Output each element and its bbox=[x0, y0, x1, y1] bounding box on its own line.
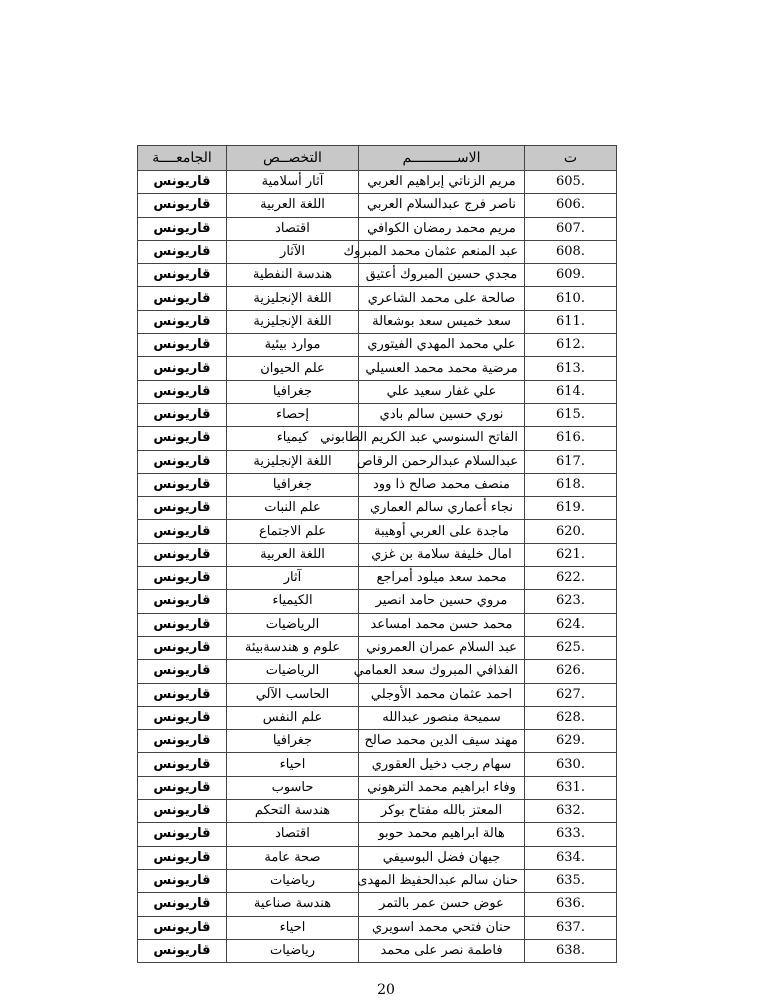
row-number: 620. bbox=[525, 520, 617, 543]
row-number: 629. bbox=[525, 730, 617, 753]
row-name: محمد حسن محمد امساعد bbox=[359, 613, 525, 636]
row-university: قاريونس bbox=[138, 869, 227, 892]
row-university: قاريونس bbox=[138, 846, 227, 869]
row-number: 634. bbox=[525, 846, 617, 869]
table-row bbox=[138, 287, 617, 310]
row-number: 623. bbox=[525, 590, 617, 613]
row-major: علم الحيوان bbox=[227, 357, 359, 380]
row-major: جغرافيا bbox=[227, 473, 359, 496]
table-row bbox=[138, 613, 617, 636]
row-name: نوري حسين سالم بادي bbox=[359, 403, 525, 426]
row-number: 615. bbox=[525, 403, 617, 426]
row-name: عبد المنعم عثمان محمد المبروك bbox=[359, 240, 525, 263]
row-major: موارد بيئية bbox=[227, 334, 359, 357]
row-major: اللغة العربية bbox=[227, 194, 359, 217]
table-header bbox=[138, 146, 617, 171]
row-university: قاريونس bbox=[138, 939, 227, 962]
table-row bbox=[138, 776, 617, 799]
row-university: قاريونس bbox=[138, 497, 227, 520]
row-university: قاريونس bbox=[138, 543, 227, 566]
row-number: 619. bbox=[525, 497, 617, 520]
header-name: الاســـــــــــم bbox=[359, 146, 525, 171]
table-row bbox=[138, 310, 617, 333]
row-number: 633. bbox=[525, 823, 617, 846]
row-name: احمد عثمان محمد الأوجلي bbox=[359, 683, 525, 706]
row-major: اللغة العربية bbox=[227, 543, 359, 566]
row-major: هندسة التحكم bbox=[227, 800, 359, 823]
row-name: ناصر فرج عبدالسلام العربي bbox=[359, 194, 525, 217]
table-row bbox=[138, 194, 617, 217]
table-row bbox=[138, 543, 617, 566]
row-major: حاسوب bbox=[227, 776, 359, 799]
row-name: علي غفار سعيد علي bbox=[359, 380, 525, 403]
row-university: قاريونس bbox=[138, 706, 227, 729]
row-name: محمد سعد ميلود أمراجع bbox=[359, 567, 525, 590]
row-university: قاريونس bbox=[138, 380, 227, 403]
row-university: قاريونس bbox=[138, 683, 227, 706]
row-university: قاريونس bbox=[138, 403, 227, 426]
row-number: 631. bbox=[525, 776, 617, 799]
table-row bbox=[138, 869, 617, 892]
row-name: حنان فتحي محمد اسويري bbox=[359, 916, 525, 939]
header-number: ت bbox=[525, 146, 617, 171]
row-university: قاريونس bbox=[138, 310, 227, 333]
row-university: قاريونس bbox=[138, 916, 227, 939]
row-name: مهند سيف الدين محمد صالح bbox=[359, 730, 525, 753]
row-major: الآثار bbox=[227, 240, 359, 263]
row-name: مروي حسين حامد انصير bbox=[359, 590, 525, 613]
row-number: 613. bbox=[525, 357, 617, 380]
table-row bbox=[138, 753, 617, 776]
table-row bbox=[138, 636, 617, 659]
table-row bbox=[138, 520, 617, 543]
row-name: علي محمد المهدي الفيتوري bbox=[359, 334, 525, 357]
row-name: نجاء أعماري سالم العماري bbox=[359, 497, 525, 520]
row-major: اللغة الإنجليزية bbox=[227, 310, 359, 333]
row-number: 636. bbox=[525, 893, 617, 916]
row-university: قاريونس bbox=[138, 800, 227, 823]
header-university: الجامعــــة bbox=[138, 146, 227, 171]
row-university: قاريونس bbox=[138, 893, 227, 916]
row-university: قاريونس bbox=[138, 776, 227, 799]
row-university: قاريونس bbox=[138, 287, 227, 310]
row-major: جغرافيا bbox=[227, 380, 359, 403]
row-university: قاريونس bbox=[138, 636, 227, 659]
table-row bbox=[138, 473, 617, 496]
row-university: قاريونس bbox=[138, 613, 227, 636]
row-name: ماجدة على العربي أوهيبة bbox=[359, 520, 525, 543]
row-number: 618. bbox=[525, 473, 617, 496]
row-university: قاريونس bbox=[138, 520, 227, 543]
row-name: مريم الزناتي إبراهيم العربي bbox=[359, 171, 525, 194]
row-major: آثار bbox=[227, 567, 359, 590]
row-university: قاريونس bbox=[138, 590, 227, 613]
row-name: الفذافي المبروك سعد العمامي bbox=[359, 660, 525, 683]
table-row bbox=[138, 590, 617, 613]
table-row bbox=[138, 706, 617, 729]
row-name: سعد خميس سعد بوشعالة bbox=[359, 310, 525, 333]
table-row bbox=[138, 450, 617, 473]
table-row bbox=[138, 403, 617, 426]
table-row bbox=[138, 823, 617, 846]
row-number: 626. bbox=[525, 660, 617, 683]
row-major: الحاسب الآلي bbox=[227, 683, 359, 706]
row-name: صالحة على محمد الشاعري bbox=[359, 287, 525, 310]
row-name: الفاتح السنوسي عبد الكريم الطابوني bbox=[359, 427, 525, 450]
table-row bbox=[138, 800, 617, 823]
row-university: قاريونس bbox=[138, 427, 227, 450]
row-number: 628. bbox=[525, 706, 617, 729]
row-number: 638. bbox=[525, 939, 617, 962]
row-number: 614. bbox=[525, 380, 617, 403]
row-number: 635. bbox=[525, 869, 617, 892]
row-number: 605. bbox=[525, 171, 617, 194]
header-row bbox=[138, 146, 617, 171]
row-university: قاريونس bbox=[138, 240, 227, 263]
table-row bbox=[138, 567, 617, 590]
row-name: جيهان فضل البوسيفي bbox=[359, 846, 525, 869]
row-name: عبد السلام عمران العمروني bbox=[359, 636, 525, 659]
table-row bbox=[138, 497, 617, 520]
row-major: علم النبات bbox=[227, 497, 359, 520]
table-row bbox=[138, 217, 617, 240]
row-name: امال خليفة سلامة بن غزي bbox=[359, 543, 525, 566]
row-name: سميحة منصور عبدالله bbox=[359, 706, 525, 729]
table-row bbox=[138, 893, 617, 916]
row-number: 622. bbox=[525, 567, 617, 590]
row-number: 611. bbox=[525, 310, 617, 333]
row-major: جغرافيا bbox=[227, 730, 359, 753]
table-row bbox=[138, 357, 617, 380]
row-number: 607. bbox=[525, 217, 617, 240]
row-number: 625. bbox=[525, 636, 617, 659]
row-name: حنان سالم عبدالحفيظ المهدى bbox=[359, 869, 525, 892]
header-major: التخصــص bbox=[227, 146, 359, 171]
table-row bbox=[138, 939, 617, 962]
row-university: قاريونس bbox=[138, 823, 227, 846]
page-number: 20 bbox=[377, 982, 395, 998]
row-number: 624. bbox=[525, 613, 617, 636]
row-university: قاريونس bbox=[138, 357, 227, 380]
row-major: رياضيات bbox=[227, 939, 359, 962]
row-university: قاريونس bbox=[138, 264, 227, 287]
row-name: فاطمة نصر على محمد bbox=[359, 939, 525, 962]
row-name: وفاء ابراهيم محمد الترهوني bbox=[359, 776, 525, 799]
row-number: 616. bbox=[525, 427, 617, 450]
row-major: علم الاجتماع bbox=[227, 520, 359, 543]
row-university: قاريونس bbox=[138, 753, 227, 776]
row-major: اقتصاد bbox=[227, 823, 359, 846]
row-university: قاريونس bbox=[138, 660, 227, 683]
table-row bbox=[138, 380, 617, 403]
row-name: مجدي حسين المبروك أعتيق bbox=[359, 264, 525, 287]
row-major: اقتصاد bbox=[227, 217, 359, 240]
row-name: منصف محمد صالح ذا وود bbox=[359, 473, 525, 496]
row-university: قاريونس bbox=[138, 194, 227, 217]
row-number: 610. bbox=[525, 287, 617, 310]
row-major: إحصاء bbox=[227, 403, 359, 426]
row-major: احياء bbox=[227, 916, 359, 939]
row-major: اللغة الإنجليزية bbox=[227, 450, 359, 473]
row-major: علوم و هندسةبيئة bbox=[227, 636, 359, 659]
row-major: آثار أسلامية bbox=[227, 171, 359, 194]
row-major: الرياضيات bbox=[227, 613, 359, 636]
table-row bbox=[138, 427, 617, 450]
row-name: المعتز بالله مفتاح بوكر bbox=[359, 800, 525, 823]
row-number: 637. bbox=[525, 916, 617, 939]
row-major: الكيمياء bbox=[227, 590, 359, 613]
row-name: سهام رجب دخيل العقوري bbox=[359, 753, 525, 776]
row-major: صحة عامة bbox=[227, 846, 359, 869]
row-university: قاريونس bbox=[138, 450, 227, 473]
row-major: كيمياء bbox=[227, 427, 359, 450]
row-major: هندسة النفطية bbox=[227, 264, 359, 287]
row-number: 608. bbox=[525, 240, 617, 263]
row-university: قاريونس bbox=[138, 171, 227, 194]
table-row bbox=[138, 730, 617, 753]
row-number: 621. bbox=[525, 543, 617, 566]
row-name: عوض حسن عمر بالتمر bbox=[359, 893, 525, 916]
row-number: 609. bbox=[525, 264, 617, 287]
table-row bbox=[138, 683, 617, 706]
table-row bbox=[138, 660, 617, 683]
row-university: قاريونس bbox=[138, 473, 227, 496]
row-number: 627. bbox=[525, 683, 617, 706]
table-row bbox=[138, 171, 617, 194]
row-major: رياضيات bbox=[227, 869, 359, 892]
table-row bbox=[138, 334, 617, 357]
row-name: عبدالسلام عبدالرحمن الرقاص bbox=[359, 450, 525, 473]
graduates-table bbox=[137, 145, 617, 963]
row-name: مريم محمد رمضان الكوافي bbox=[359, 217, 525, 240]
row-major: الرياضيات bbox=[227, 660, 359, 683]
row-university: قاريونس bbox=[138, 567, 227, 590]
table-row bbox=[138, 264, 617, 287]
row-name: مرضية محمد محمد العسيلي bbox=[359, 357, 525, 380]
row-number: 612. bbox=[525, 334, 617, 357]
row-name: هالة ابراهيم محمد حوبو bbox=[359, 823, 525, 846]
row-university: قاريونس bbox=[138, 334, 227, 357]
table-row bbox=[138, 916, 617, 939]
row-number: 606. bbox=[525, 194, 617, 217]
table-row bbox=[138, 846, 617, 869]
row-number: 630. bbox=[525, 753, 617, 776]
row-number: 632. bbox=[525, 800, 617, 823]
row-major: علم النفس bbox=[227, 706, 359, 729]
row-major: اللغة الإنجليزية bbox=[227, 287, 359, 310]
row-major: احياء bbox=[227, 753, 359, 776]
table-body bbox=[138, 171, 617, 963]
row-university: قاريونس bbox=[138, 217, 227, 240]
row-major: هندسة صناعية bbox=[227, 893, 359, 916]
table-row bbox=[138, 240, 617, 263]
row-number: 617. bbox=[525, 450, 617, 473]
row-university: قاريونس bbox=[138, 730, 227, 753]
